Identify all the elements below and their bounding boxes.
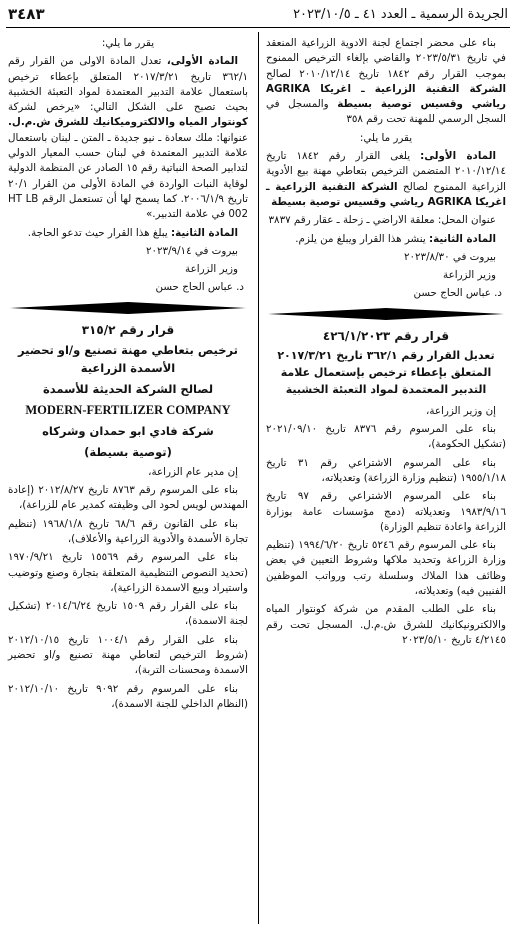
page-number: ٣٤٨٣ bbox=[8, 5, 45, 23]
article-1: المادة الأولى، تعدل المادة الاولى من القرار رقم ٣٦٢/١ تاريخ ٢٠١٧/٣/٢١ المتعلق بإعطاء ترخيص باستعمال علامة التدبير المعتمدة لمواد التعبئة الخشبية بحيث تصبح على الشكل التالي: «يرخص لشركة كونتوار المياه والالكتروميكانيك للشرق ش.م.ل. عنوانها: ملك سعادة ـ نيو جديدة ـ المتن ـ لبنان باستعمال علامة التدبير المعتمدة في لبنان حسب المعيار الدولي لتدابير الصحة النباتية رقم ١٥ الصادر عن المنظمة الدولية لوقاية النبات الواردة في المادة الأولى من القرار ٢٠/١ تاريخ ٢٠٠٦/١/٩. كما يسمح لها أن تستعمل الرقم HT LB 002 في علامة التدبير.» bbox=[8, 55, 248, 221]
section-separator bbox=[8, 300, 248, 316]
company-name: لصالح الشركة الحديثة للأسمدة bbox=[42, 381, 214, 396]
decision-title: تعديل القرار رقم ٣٦٢/١ تاريخ ٢٠١٧/٣/٢١ المتعلق بإعطاء ترخيص بإستعمال علامة التدبير المعتمدة لمواد التعبئة الخشبية bbox=[277, 348, 495, 396]
shop-address: عنوان المحل: معلقة الاراضي ـ زحلة ـ عقار رقم ٣٨٣٧ bbox=[268, 214, 496, 227]
recital: بناء على الطلب المقدم من شركة كونتوار المياه والالكترونيكانيك للشرق ش.م.ل. المسجل تحت رقم ٤/٢١٤٥ تاريخ ٢٠٢٣/٥/١٠ bbox=[266, 603, 506, 646]
recital: بناء على المرسوم الاشتراعي رقم ٩٧ تاريخ ١٩٨٣/٩/١٦ وتعديلاته (دمج مؤسسات عامة بوزارة الزراعة واعادة تنظيم الوزارة) bbox=[266, 490, 506, 533]
decision-number: قرار رقم ٣١٥/٢ bbox=[81, 322, 175, 337]
place-date: بيروت في ٢٠٢٣/٨/٣٠ bbox=[403, 250, 496, 263]
page-header bbox=[6, 6, 510, 26]
signer-name: د. عباس الحاج حسن bbox=[155, 281, 244, 294]
recital: بناء على القانون رقم ٦٨/٦ تاريخ ١٩٦٨/١/٨ (تنظيم تجارة الأسمدة والأدوية الزراعية والأعلاف)، bbox=[8, 517, 248, 545]
article-2: المادة الثانية: يبلغ هذا القرار حيث تدعو الحاجة. bbox=[27, 226, 238, 239]
article-1: المادة الأولى: يلغى القرار رقم ١٨٤٢ تاريخ ٢٠١٠/١٢/١٤ المتضمن الترخيص بتعاطي مهنة بيع الأدوية الزراعية الممنوح لصالح الشركة التقنية الزراعية ـ اغريكا AGRIKA رياشي وقسيس توصية بسيطة bbox=[266, 150, 507, 208]
section-separator bbox=[266, 306, 506, 322]
recital: بناء على القرار رقم ١٥٠٩ تاريخ ٢٠١٤/٦/٢٤ (تشكيل لجنة الاسمدة)، bbox=[8, 600, 248, 628]
intro-line: إن مدير عام الزراعة، bbox=[148, 465, 238, 478]
recital: بناء على المرسوم رقم ٨٣٧٦ تاريخ ٢٠٢١/٠٩/١٠ (تشكيل الحكومة)، bbox=[266, 423, 506, 451]
preamble-paragraph: بناء على محضر اجتماع لجنة الادوية الزراعية المنعقد في تاريخ ٢٠٢٣/٥/٣١ والقاضي بإلغاء الترخيص الممنوح بموجب القرار رقم ١٨٤٢ تاريخ ٢٠١٠/١٢/١٤ لصالح الشركة التقنية الزراعية ـ اغريكا AGRIKA رياشي وقسيس توصية بسيطة والمسجل في السجل الرسمي للمهنة تحت رقم ٣٥٨ bbox=[266, 37, 506, 126]
company-partners: شركة فادي ابو حمدان وشركاه bbox=[42, 423, 214, 438]
column-divider bbox=[258, 32, 259, 924]
header-rule bbox=[6, 27, 510, 28]
decides-heading: يقرر ما يلي: bbox=[359, 131, 413, 144]
signer-name: د. عباس الحاج حسن bbox=[413, 287, 502, 300]
minister-title: وزير الزراعة bbox=[185, 263, 238, 276]
decision-title: ترخيص بتعاطي مهنة تصنيع و/او تحضير الأسمدة الزراعية bbox=[18, 342, 238, 375]
recital: بناء على المرسوم رقم ١٥٥٦٩ تاريخ ١٩٧٠/٩/٢١ (تحديد النصوص التنظيمية المتعلقة بتجارة وصنع وتوضيب واستيراد وبيع الاسمدة الزراعية)، bbox=[8, 551, 248, 594]
left-column bbox=[8, 36, 248, 715]
decides-heading: يقرر ما يلي: bbox=[101, 37, 155, 49]
recital: بناء على المرسوم رقم ٨٧٦٣ تاريخ ٢٠١٢/٨/٢٧ (إعادة المهندس لويس لحود الى وظيفته كمدير عام للزراعة)، bbox=[8, 484, 248, 512]
recital: بناء على المرسوم الاشتراعي رقم ٣١ تاريخ ١٩٥٥/١/١٨ (تنظيم وزارة الزراعة) وتعديلاته، bbox=[266, 456, 506, 484]
recital: بناء على المرسوم رقم ٩٠٩٢ تاريخ ٢٠١٢/١٠/١٠ (النظام الداخلي للجنة الاسمدة)، bbox=[8, 682, 248, 710]
decision-number: قرار رقم ٤٢٦/١/٢٠٢٣ bbox=[322, 328, 450, 343]
recital: بناء على القرار رقم ١٠٠٤/١ تاريخ ٢٠١٢/١٠/١٥ (شروط الترخيص لتعاطي مهنة تصنيع و/او تحضير الاسمدة ومحسنات التربة)، bbox=[8, 633, 248, 677]
place-date: بيروت في ٢٠٢٣/٩/١٤ bbox=[145, 244, 238, 257]
gazette-title: الجريدة الرسمية ـ العدد ٤١ ـ ٢٠٢٣/١٠/٥ bbox=[293, 7, 508, 22]
right-column bbox=[266, 36, 506, 651]
intro-line: إن وزير الزراعة، bbox=[426, 404, 496, 417]
article-2: المادة الثانية: ينشر هذا القرار ويبلغ من يلزم. bbox=[295, 232, 496, 245]
company-type: (توصية بسيطة) bbox=[84, 444, 172, 459]
minister-title: وزير الزراعة bbox=[443, 269, 496, 282]
recital: بناء على المرسوم رقم ٥٢٤٦ تاريخ ١٩٩٤/٦/٢٠ (تنظيم وزارة الزراعة وتحديد ملاكها وشروط التعيين في بعض وظائف هذا الملاك وسلسلة رتب ورواتب الموظفين الفنيين فيه) وتعديلاته، bbox=[266, 539, 506, 598]
company-name-en: MODERN-FERTILIZER COMPANY bbox=[25, 402, 231, 417]
